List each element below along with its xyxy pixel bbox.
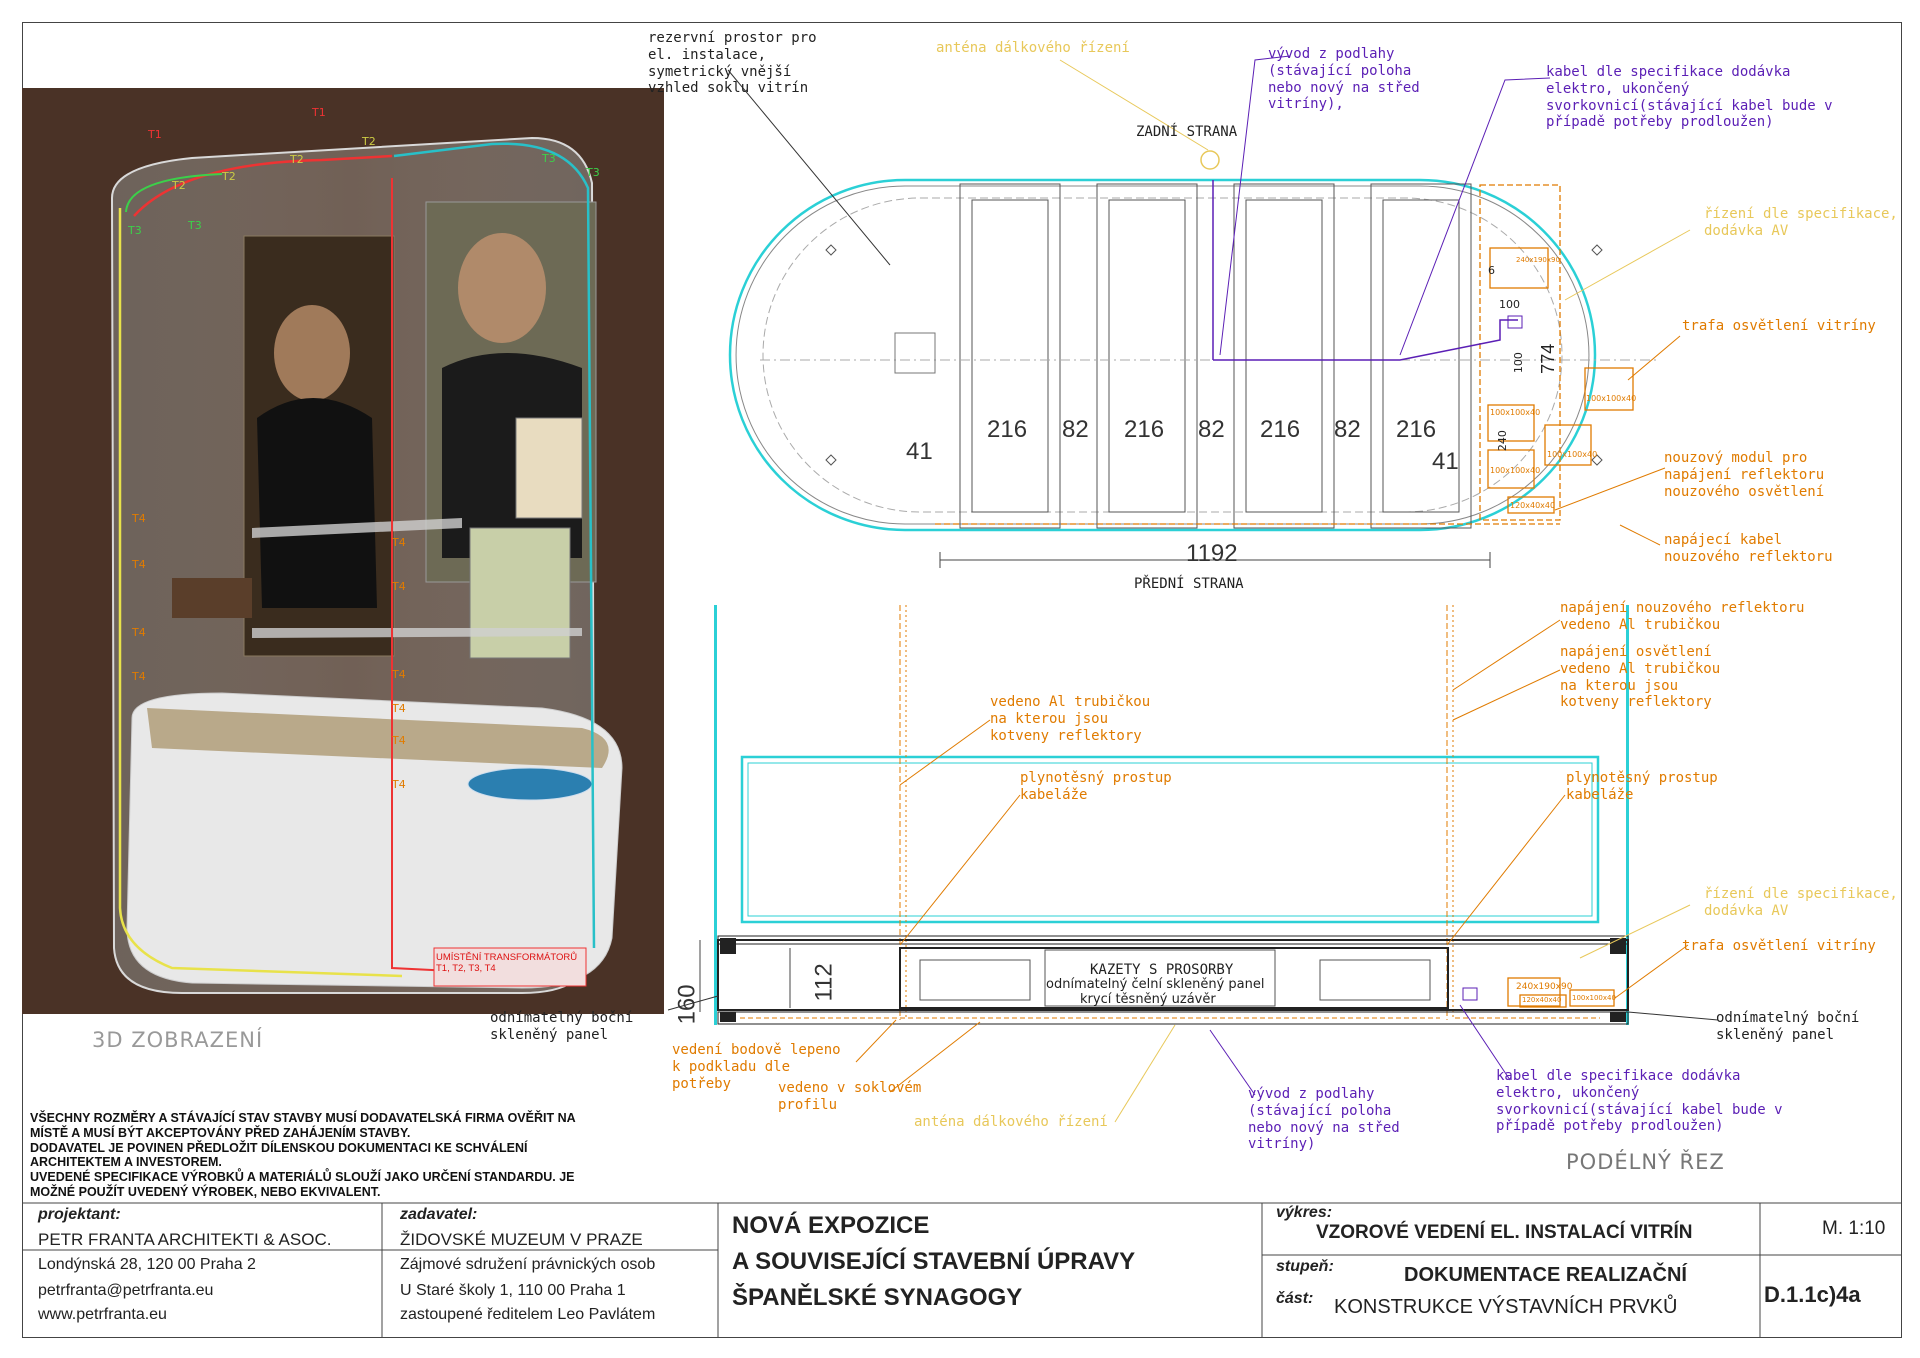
tag-t3: T3 (128, 224, 142, 237)
label-nouzovy-modul: nouzový modul pro napájení reflektoru nouzového osvětlení (1664, 450, 1825, 500)
note-line: ARCHITEKTEM A INVESTOREM. (30, 1155, 222, 1170)
zadavatel-name: ŽIDOVSKÉ MUZEUM V PRAZE (400, 1230, 643, 1249)
plan-dim-240: 240 (1495, 430, 1509, 452)
label-vedeni-bodove: vedení bodově lepeno k podkladu dle potřeby (672, 1042, 841, 1092)
plan-dim-6: 6 (1488, 264, 1495, 277)
tag-t4: T4 (132, 512, 146, 525)
label-vyvod-top: vývod z podlahy (stávající poloha nebo nový na střed vitríny), (1268, 46, 1420, 113)
plan-dim: 82 (1198, 416, 1225, 443)
project-title-line3: ŠPANĚLSKÉ SYNAGOGY (732, 1284, 1023, 1311)
plan-dim-total: 1192 (1186, 540, 1238, 567)
plan-dim-41-left: 41 (906, 438, 933, 465)
plan-dim: 216 (1396, 416, 1437, 443)
tag-t4: T4 (392, 580, 406, 593)
tag-t4: T4 (392, 734, 406, 747)
label-bocni-right: odnímatelný boční skleněný panel (1716, 1010, 1860, 1043)
render-caption: 3D ZOBRAZENÍ (92, 1028, 264, 1052)
plan-rear-label: ZADNÍ STRANA (1136, 124, 1238, 140)
projektant-email: petrfranta@petrfranta.eu (38, 1282, 214, 1299)
note-line: DODAVATEL JE POVINEN PŘEDLOŽIT DÍLENSKOU DOKUMENTACI KE SCHVÁLENÍ (30, 1140, 528, 1155)
transformer-label: UMÍSTĚNÍ TRANSFORMÁTORŮ T1, T2, T3, T4 (436, 952, 578, 975)
plan-dim-41-right: 41 (1432, 448, 1459, 475)
label-vedeno-al: vedeno Al trubičkou na kterou jsou kotveny reflektory (990, 694, 1151, 744)
label-antena-bottom: anténa dálkového řízení (914, 1114, 1108, 1130)
zadavatel-label: zadavatel: (400, 1206, 478, 1223)
tag-t3: T3 (188, 219, 202, 232)
vykres-value: VZOROVÉ VEDENÍ EL. INSTALACÍ VITRÍN (1316, 1222, 1693, 1243)
section-box-b: 100x100x40 (1572, 994, 1616, 1002)
vykres-label: výkres: (1276, 1204, 1333, 1221)
label-kabel-top: kabel dle specifikace dodávka elektro, ukončený svorkovnicí(stávající kabel bude v případě potřeby prodloužen) (1546, 64, 1833, 131)
tag-t4: T4 (392, 668, 406, 681)
plan-dim: 82 (1334, 416, 1361, 443)
plan-box-b: 100x100x40 (1490, 408, 1541, 417)
tag-t1: T1 (312, 106, 326, 119)
tag-t2: T2 (362, 135, 376, 148)
tag-t2: T2 (172, 179, 186, 192)
label-napajeci-kabel: napájecí kabel nouzového reflektoru (1664, 532, 1833, 565)
plan-front-label: PŘEDNÍ STRANA (1134, 576, 1244, 592)
plan-dim-774: 774 (1538, 343, 1559, 374)
cast-value: KONSTRUKCE VÝSTAVNÍCH PRVKŮ (1334, 1296, 1678, 1318)
tag-t2: T2 (290, 153, 304, 166)
plan-box-c: 100x100x40 (1547, 450, 1598, 459)
projektant-web: www.petrfranta.eu (38, 1306, 167, 1323)
note-line: MÍSTĚ A MUSÍ BÝT AKCEPTOVÁNY PŘED ZAHÁJENÍM STAVBY. (30, 1125, 411, 1140)
section-kazety-title: KAZETY S PROSORBY (1090, 962, 1234, 978)
plan-box-240: 240x190x90 (1516, 256, 1560, 264)
label-napajeni-osv: napájení osvětlení vedeno Al trubičkou na kterou jsou kotveny reflektory (1560, 644, 1721, 711)
label-rizeni-top: řízení dle specifikace, dodávka AV (1704, 206, 1898, 239)
zadavatel-line2: U Staré školy 1, 110 00 Praha 1 (400, 1282, 626, 1299)
plan-dim: 82 (1062, 416, 1089, 443)
section-kazety-sub2: krycí těsněný uzávěr (1080, 992, 1216, 1007)
tag-t4: T4 (132, 558, 146, 571)
section-kazety-sub1: odnímatelný čelní skleněný panel (1046, 977, 1265, 992)
plan-dim: 216 (987, 416, 1028, 443)
plan-dim-100a: 100 (1499, 298, 1520, 311)
section-box-240: 240x190x90 (1516, 982, 1573, 992)
tag-t1: T1 (148, 128, 162, 141)
label-rizeni-bottom: řízení dle specifikace, dodávka AV (1704, 886, 1898, 919)
label-prostup-right: plynotěsný prostup kabeláže (1566, 770, 1718, 803)
section-box-a: 120x40x40 (1522, 996, 1562, 1004)
tag-t3: T3 (542, 152, 556, 165)
tag-t4: T4 (392, 778, 406, 791)
plan-box-d: 100x100x40 (1490, 466, 1541, 475)
plan-dim: 216 (1260, 416, 1301, 443)
projektant-label: projektant: (38, 1206, 121, 1223)
plan-dim-100b: 100 (1511, 352, 1525, 374)
project-title-line1: NOVÁ EXPOZICE (732, 1212, 930, 1239)
label-vedeno-profil: vedeno v soklovém profilu (778, 1080, 922, 1113)
tag-t4: T4 (132, 670, 146, 683)
projektant-name: PETR FRANTA ARCHITEKTI & ASOC. (38, 1230, 332, 1249)
label-bocni-left: odnímatelný boční skleněný panel (490, 1010, 634, 1043)
section-dim-112: 112 (810, 963, 838, 1002)
stupen-label: stupeň: (1276, 1258, 1334, 1275)
zadavatel-line3: zastoupené ředitelem Leo Pavlátem (400, 1306, 656, 1323)
tag-t2: T2 (222, 170, 236, 183)
section-caption: PODÉLNÝ ŘEZ (1566, 1150, 1725, 1174)
note-line: UVEDENÉ SPECIFIKACE VÝROBKŮ A MATERIÁLŮ SLOUŽÍ JAKO URČENÍ STANDARDU. JE (30, 1170, 575, 1184)
label-trafa-top: trafa osvětlení vitríny (1682, 318, 1876, 334)
sheet-code: D.1.1c)4a (1764, 1282, 1861, 1307)
general-notes (30, 1111, 600, 1200)
note-line: MOŽNÉ POUŽÍT UVEDENÝ VÝROBEK, NEBO EKVIVALENT. (30, 1184, 381, 1199)
cast-label: část: (1276, 1290, 1314, 1307)
tag-t4: T4 (132, 626, 146, 639)
label-rezervni-prostor: rezervní prostor pro el. instalace, symetrický vnější vzhled soklu vitrín (648, 30, 817, 97)
label-napajeni-nouz: napájení nouzového reflektoru vedeno Al trubičkou (1560, 600, 1805, 633)
label-antena-top: anténa dálkového řízení (936, 40, 1130, 56)
plan-box-e: 120x40x40 (1510, 501, 1556, 510)
projektant-address: Londýnská 28, 120 00 Praha 2 (38, 1256, 256, 1273)
label-prostup-left: plynotěsný prostup kabeláže (1020, 770, 1172, 803)
tag-t3: T3 (586, 166, 600, 179)
scale-value: M. 1:10 (1822, 1218, 1886, 1239)
zadavatel-line1: Zájmové sdružení právnických osob (400, 1256, 656, 1273)
section-dim-160: 160 (673, 984, 701, 1025)
tag-t4: T4 (392, 536, 406, 549)
plan-dim: 216 (1124, 416, 1165, 443)
stupen-value: DOKUMENTACE REALIZAČNÍ (1404, 1264, 1687, 1286)
note-line: VŠECHNY ROZMĚRY A STÁVAJÍCÍ STAV STAVBY MUSÍ DODAVATELSKÁ FIRMA OVĚŘIT NA (30, 1111, 576, 1125)
label-trafa-bottom: trafa osvětlení vitríny (1682, 938, 1876, 954)
label-vyvod-bottom: vývod z podlahy (stávající poloha nebo nový na střed vitríny) (1248, 1086, 1400, 1153)
label-kabel-bottom: kabel dle specifikace dodávka elektro, ukončený svorkovnicí(stávající kabel bude v případě potřeby prodloužen) (1496, 1068, 1783, 1135)
tag-t4: T4 (392, 702, 406, 715)
project-title-line2: A SOUVISEJÍCÍ STAVEBNÍ ÚPRAVY (732, 1248, 1136, 1275)
plan-box-a: 100x100x40 (1586, 394, 1637, 403)
